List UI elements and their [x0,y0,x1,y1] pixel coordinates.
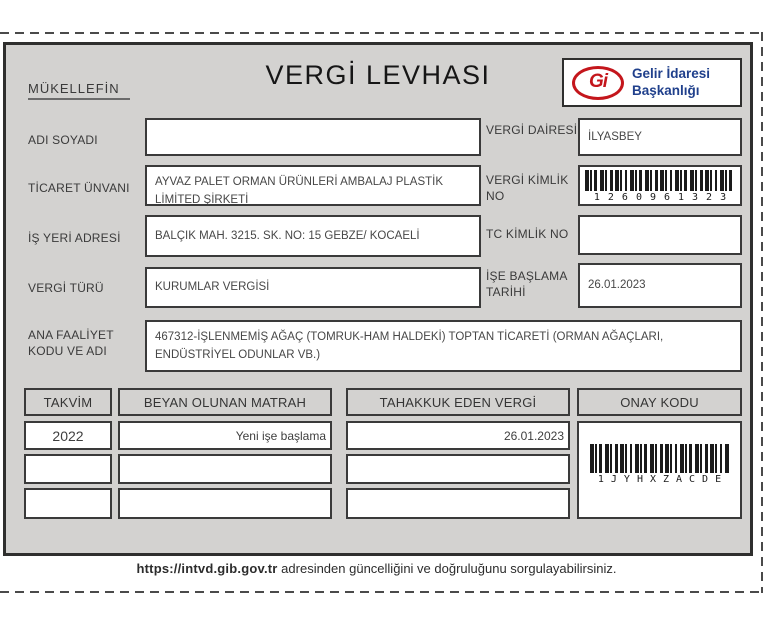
ise-baslama-field [578,263,742,308]
vergi-kimlik-barcode-icon [585,170,735,191]
ana-faaliyet-field [145,320,742,372]
tc-kimlik-no-label: TC KİMLİK NO [486,227,569,241]
is-yeri-adresi-label: İŞ YERİ ADRESİ [28,231,121,245]
gib-logo [562,58,742,107]
gib-logo-text [632,66,710,98]
vergi-kimlik-barcode-digits: 1260961323 [593,192,735,203]
ticaret-unvani-field [145,165,481,206]
table-cell-matrah-2 [118,454,332,484]
table-cell-takvim-2 [24,454,112,484]
gib-logo-line1: Gelir İdaresi [632,66,711,82]
ise-baslama-value: 26.01.2023 [588,279,646,292]
vergi-turu-value: KURUMLAR VERGİSİ [155,281,270,294]
verification-note [0,561,753,576]
vergi-dairesi-label: VERGİ DAİRESİ [486,123,578,137]
is-yeri-adresi-field [145,215,481,257]
ana-faaliyet-label: ANA FAALİYET KODU VE ADI [28,328,114,358]
verification-url: https://intvd.gib.gov.tr [136,561,278,576]
onay-kodu-barcode-icon [590,444,730,473]
page-title: VERGİ LEVHASI [265,60,491,90]
gib-monogram: Gi [588,70,608,92]
vergi-turu-label: VERGİ TÜRÜ [28,281,104,295]
table-cell-takvim-3 [24,488,112,519]
table-cell-matrah-1: Yeni işe başlama [118,421,332,450]
vergi-turu-field [145,267,481,308]
onay-kodu-cell [577,421,742,519]
verification-text: adresinden güncelliğini ve doğruluğunu sorgulayabilirsiniz. [281,561,617,576]
vergi-kimlik-no-field [578,165,742,206]
table-cell-vergi-2 [346,454,570,484]
table-header-onay: ONAY KODU [577,388,742,416]
cut-line-top [0,32,763,34]
table-header-vergi: TAHAKKUK EDEN VERGİ [346,388,570,416]
table-cell-takvim-1: 2022 [24,421,112,450]
vergi-dairesi-field [578,118,742,156]
tax-plate-document [3,42,753,556]
ticaret-unvani-value: AYVAZ PALET ORMAN ÜRÜNLERİ AMBALAJ PLASTİK LİMİTED ŞİRKETİ [155,176,444,206]
ise-baslama-label: İŞE BAŞLAMA TARİHİ [486,269,567,299]
tc-kimlik-no-field [578,215,742,255]
table-cell-matrah-3 [118,488,332,519]
gib-logo-line2: Başkanlığı [632,82,700,98]
onay-kodu-barcode-chars: 1JYHXZACDE [597,474,729,485]
ana-faaliyet-value: 467312-İŞLENMEMİŞ AĞAÇ (TOMRUK-HAM HALDEKİ) TOPTAN TİCARETİ (ORMAN AĞAÇLARI, ENDÜSTRİYEL ODUNLAR VB.) [155,331,664,361]
adi-soyadi-field [145,118,481,156]
table-cell-vergi-1: 26.01.2023 [346,421,570,450]
table-cell-vergi-3 [346,488,570,519]
table-header-matrah: BEYAN OLUNAN MATRAH [118,388,332,416]
table-header-takvim: TAKVİM [24,388,112,416]
vergi-dairesi-value: İLYASBEY [588,130,642,143]
gib-emblem-icon [572,66,624,100]
is-yeri-adresi-value: BALÇIK MAH. 3215. SK. NO: 15 GEBZE/ KOCAELİ [155,229,420,242]
adi-soyadi-label: ADI SOYADI [28,133,98,147]
cut-line-right [761,32,763,593]
vergi-kimlik-no-label: VERGİ KİMLİK NO [486,173,569,203]
mukellefin-label: MÜKELLEFİN [28,81,130,100]
cut-line-bottom [0,591,763,593]
ticaret-unvani-label: TİCARET ÜNVANI [28,181,130,195]
